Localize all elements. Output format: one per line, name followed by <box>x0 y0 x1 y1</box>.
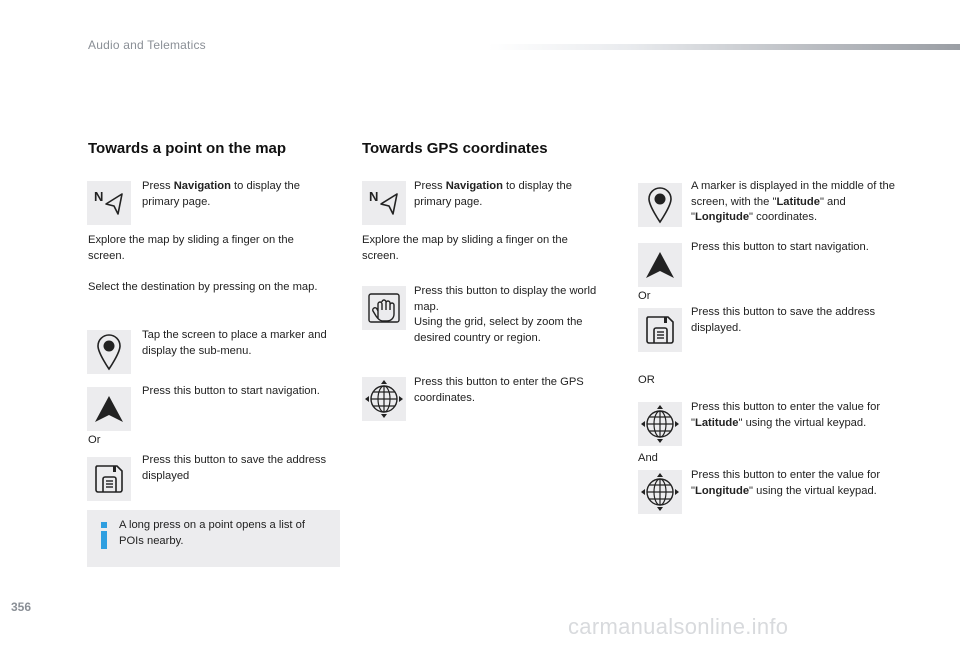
gps-coordinates-button[interactable] <box>362 377 406 421</box>
start-navigation-arrow-icon <box>93 394 125 424</box>
instruction-start-navigation: Press this button to start navigation. <box>142 385 320 397</box>
instruction-marker-coordinates: A marker is displayed in the middle of the screen, with the "Latitude" and "Longitude" coordinates. <box>691 180 895 223</box>
navigation-icon <box>92 188 126 218</box>
navigation-button-gps[interactable] <box>362 181 406 225</box>
instruction-tap-marker: Tap the screen to place a marker and display the sub-menu. <box>142 329 327 357</box>
globe-grid-icon <box>640 404 680 444</box>
instruction-start-navigation-gps: Press this button to start navigation. <box>691 241 869 253</box>
globe-grid-icon <box>640 472 680 512</box>
instruction-explore-gps: Explore the map by sliding a finger on the screen. <box>362 234 568 262</box>
instruction-latitude: Press this button to enter the value for "Latitude" using the virtual keypad. <box>691 401 881 429</box>
svg-text:N: N <box>369 189 379 204</box>
instruction-navigation: Press Navigation to display the primary page. <box>142 180 300 208</box>
instruction-explore: Explore the map by sliding a finger on the screen. <box>88 234 294 262</box>
watermark: carmanualsonline.info <box>568 614 789 639</box>
latitude-button[interactable] <box>638 402 682 446</box>
heading-gps-coordinates: Towards GPS coordinates <box>362 140 548 157</box>
instruction-save-address-gps: Press this button to save the address displayed. <box>691 306 876 334</box>
svg-text:N: N <box>94 189 104 204</box>
save-floppy-icon <box>93 463 125 495</box>
instruction-navigation-gps: Press Navigation to display the primary page. <box>414 180 572 208</box>
save-address-button[interactable] <box>87 457 131 501</box>
info-note-box <box>87 510 340 567</box>
world-map-hand-icon <box>367 291 401 325</box>
info-note-text: A long press on a point opens a list of POIs nearby. <box>119 519 305 547</box>
world-map-button[interactable] <box>362 286 406 330</box>
map-pin-icon <box>96 333 122 371</box>
or-label: Or <box>88 434 101 446</box>
navigation-icon <box>367 188 401 218</box>
instruction-select: Select the destination by pressing on the map. <box>88 281 318 293</box>
save-address-button-gps[interactable] <box>638 308 682 352</box>
instruction-world-map: Press this button to display the world map. Using the grid, select by zoom the desired country or region. <box>414 285 597 344</box>
marker-center-button[interactable] <box>638 183 682 227</box>
longitude-button[interactable] <box>638 470 682 514</box>
or-caps-label: OR <box>638 374 655 386</box>
globe-grid-icon <box>364 379 404 419</box>
heading-point-on-map: Towards a point on the map <box>88 140 287 157</box>
instruction-gps-coordinates: Press this button to enter the GPS coordinates. <box>414 376 584 404</box>
start-navigation-arrow-icon <box>644 250 676 280</box>
navigation-button[interactable] <box>87 181 131 225</box>
instruction-save-address: Press this button to save the address displayed <box>142 454 327 482</box>
start-navigation-button-gps[interactable] <box>638 243 682 287</box>
header-decorative-bar <box>488 44 960 50</box>
map-pin-icon <box>647 186 673 224</box>
and-label: And <box>638 452 658 464</box>
or-label-gps: Or <box>638 290 651 302</box>
marker-button[interactable] <box>87 330 131 374</box>
save-floppy-icon <box>644 314 676 346</box>
start-navigation-button[interactable] <box>87 387 131 431</box>
instruction-longitude: Press this button to enter the value for "Longitude" using the virtual keypad. <box>691 469 881 497</box>
info-icon <box>101 522 107 550</box>
page-number: 356 <box>11 600 32 614</box>
section-title: Audio and Telematics <box>88 38 206 52</box>
